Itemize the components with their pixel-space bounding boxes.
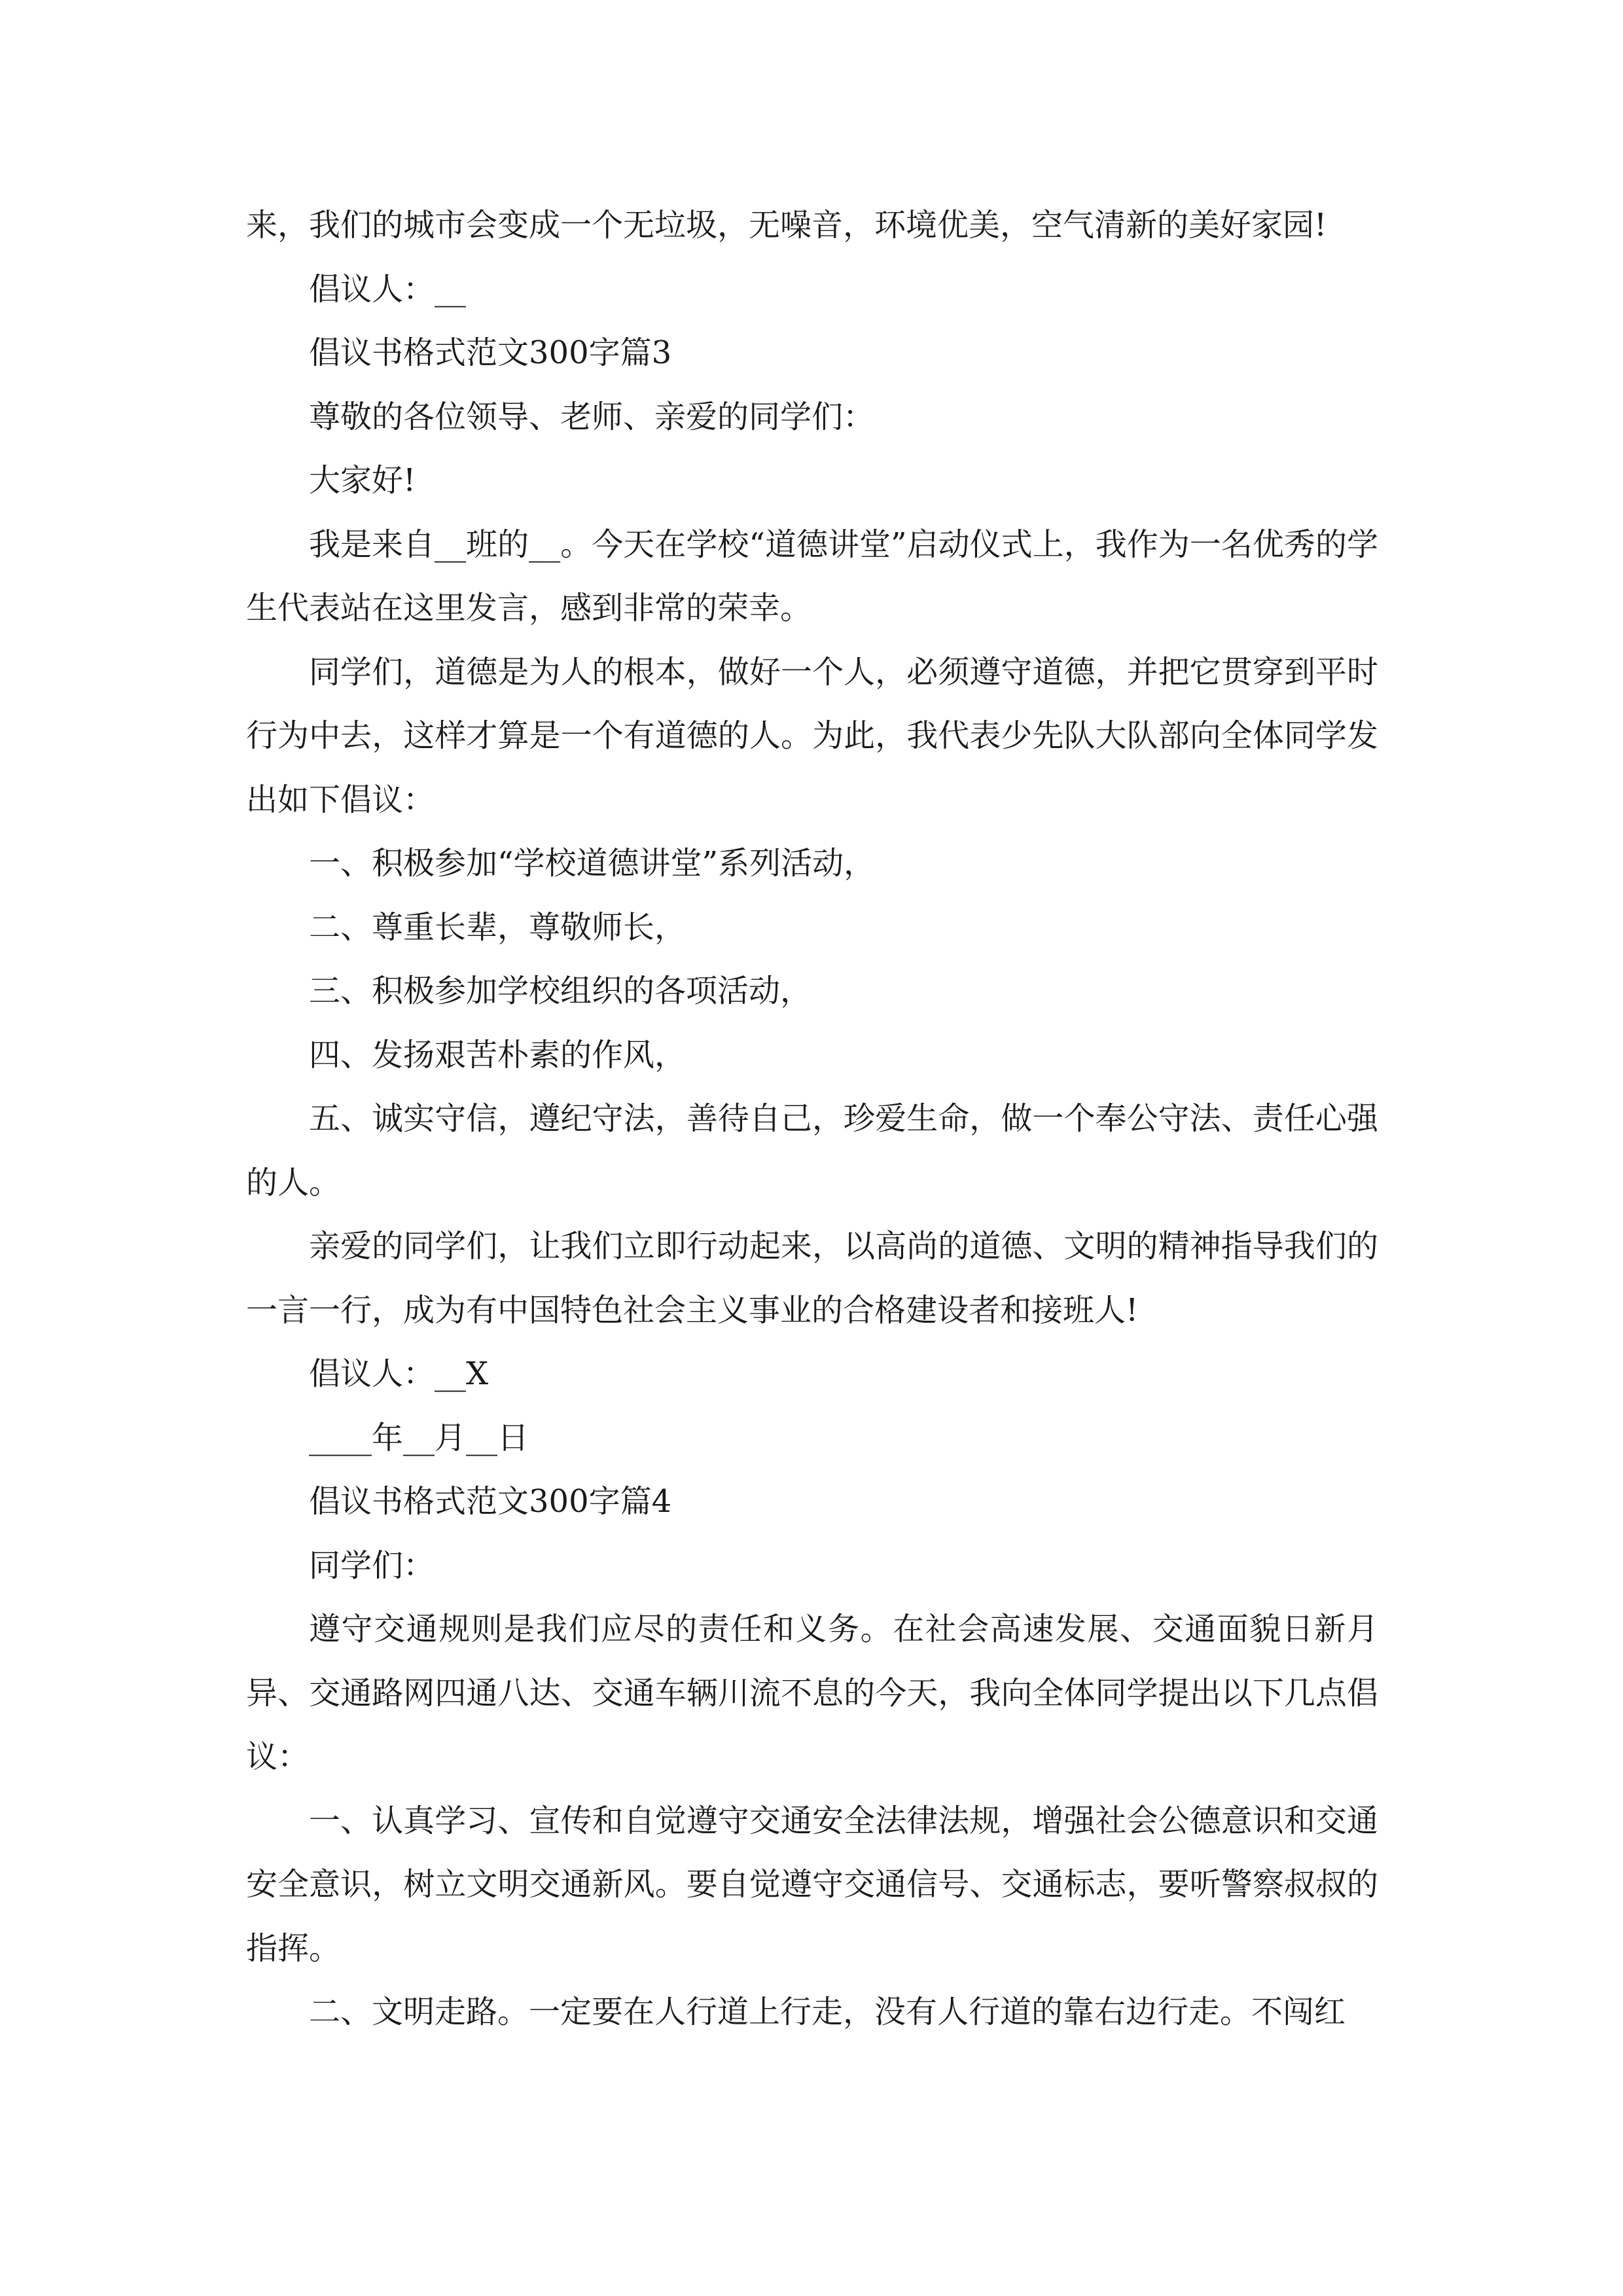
list-item: 三、积极参加学校组织的各项活动，	[309, 973, 812, 1009]
list-item: 一、积极参加“学校道德讲堂”系列活动，	[309, 845, 876, 882]
signature-line: 倡议人：__X	[309, 1355, 489, 1392]
paragraph-continuation: 来，我们的城市会变成一个无垃圾，无噪音，环境优美，空气清新的美好家园!	[246, 207, 1327, 243]
paragraph-call-to-action: 亲爱的同学们，让我们立即行动起来，以高尚的道德、文明的精神指导我们的一言一行，成为有中国特色社会主义事业的合格建设者和接班人!	[246, 1228, 1378, 1329]
salutation: 同学们：	[309, 1547, 435, 1584]
greeting: 大家好!	[309, 462, 416, 499]
list-item: 四、发扬艰苦朴素的作风，	[309, 1036, 687, 1073]
section-title-3: 倡议书格式范文300字篇3	[309, 334, 672, 371]
salutation: 尊敬的各位领导、老师、亲爱的同学们：	[309, 398, 875, 435]
list-item: 二、文明走路。一定要在人行道上行走，没有人行道的靠右边行走。不闯红	[309, 1994, 1346, 2030]
list-item: 一、认真学习、宣传和自觉遵守交通安全法律法规，增强社会公德意识和交通安全意识，树立文明交通新风。要自觉遵守交通信号、交通标志，要听警察叔叔的指挥。	[246, 1802, 1378, 1967]
paragraph-morality: 同学们，道德是为人的根本，做好一个人，必须遵守道德，并把它贯穿到平时行为中去，这样才算是一个有道德的人。为此，我代表少先队大队部向全体同学发出如下倡议：	[246, 653, 1378, 818]
document-body	[246, 194, 1378, 2045]
section-title-4: 倡议书格式范文300字篇4	[309, 1483, 672, 1520]
paragraph-traffic-intro: 遵守交通规则是我们应尽的责任和义务。在社会高速发展、交通面貌日新月异、交通路网四通八达、交通车辆川流不息的今天，我向全体同学提出以下几点倡议：	[246, 1611, 1378, 1775]
list-item: 二、尊重长辈，尊敬师长，	[309, 908, 687, 946]
list-item: 五、诚实守信，遵纪守法，善待自己，珍爱生命，做一个奉公守法、责任心强的人。	[246, 1100, 1378, 1201]
paragraph-intro: 我是来自__班的__。今天在学校“道德讲堂”启动仪式上，我作为一名优秀的学生代表站在这里发言，感到非常的荣幸。	[246, 526, 1378, 626]
date-line: ____年__月__日	[309, 1419, 529, 1456]
signature-line: 倡议人：__	[309, 270, 467, 308]
